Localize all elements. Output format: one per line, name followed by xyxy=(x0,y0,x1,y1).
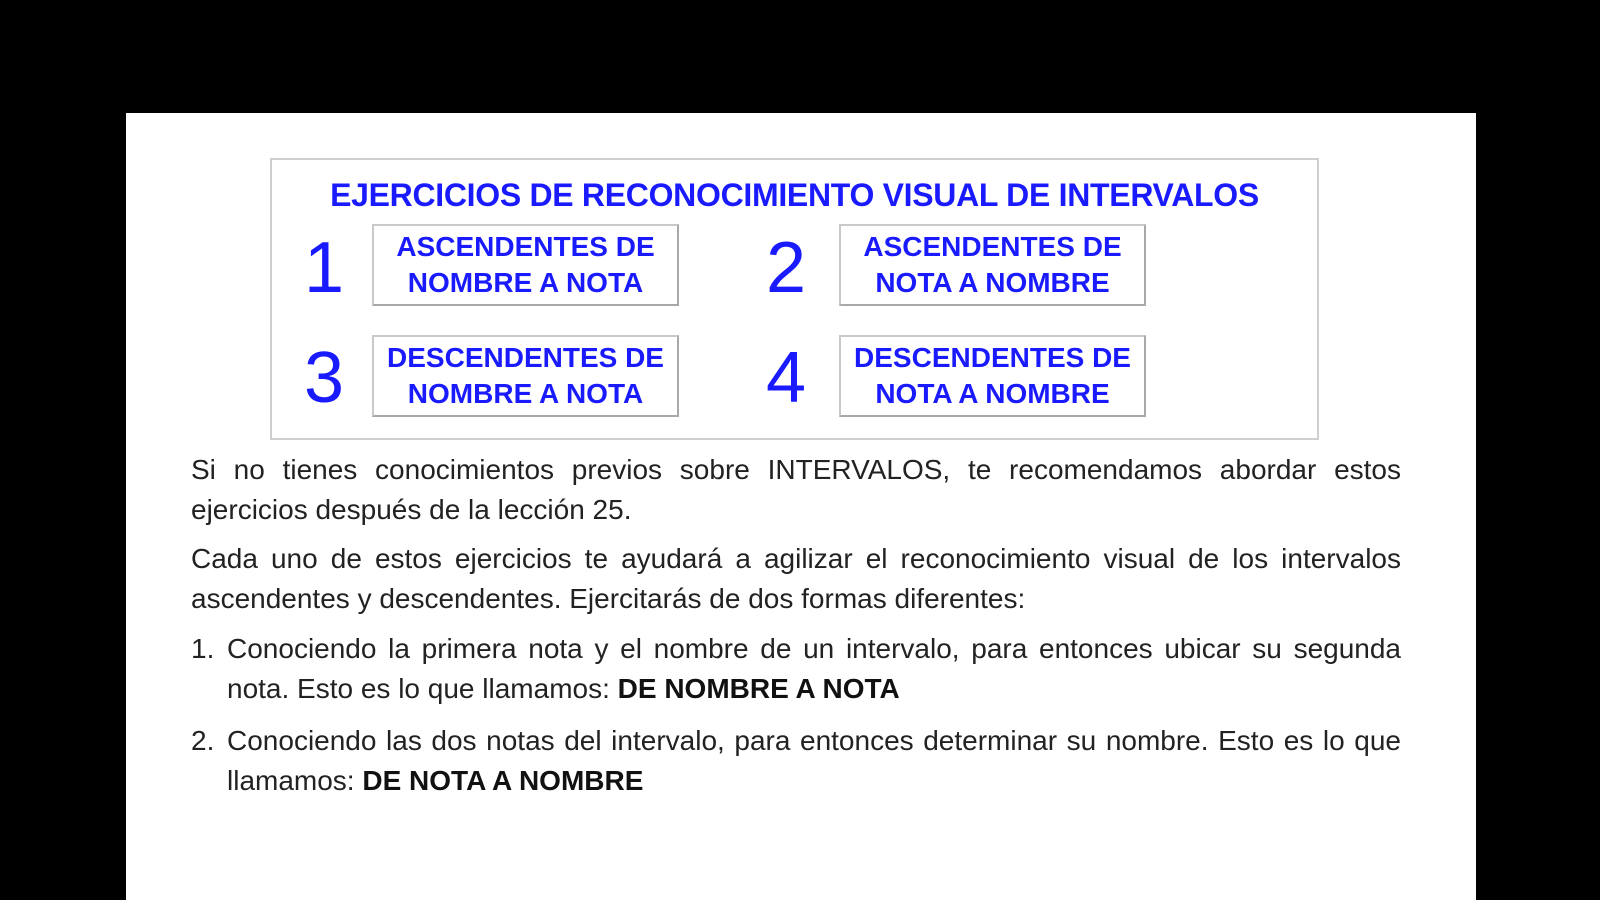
exercise-1-label-line1: ASCENDENTES DE xyxy=(396,231,655,262)
exercise-2-button[interactable] xyxy=(839,224,1146,306)
menu-title: EJERCICIOS DE RECONOCIMIENTO VISUAL DE INTERVALOS xyxy=(330,177,1259,213)
list-item-1-number: 1. xyxy=(191,633,215,664)
exercise-3-label-line2: NOMBRE A NOTA xyxy=(407,378,644,409)
list-item-1 xyxy=(191,629,1401,709)
exercise-number-4: 4 xyxy=(766,338,807,418)
exercise-number-1: 1 xyxy=(304,228,345,308)
list-item-2-bold: DE NOTA A NOMBRE xyxy=(362,765,644,796)
exercise-number-3: 3 xyxy=(304,338,345,418)
exercise-2-label-line1: ASCENDENTES DE xyxy=(863,231,1122,262)
exercise-1-button[interactable] xyxy=(372,224,679,306)
list-item-1-bold: DE NOMBRE A NOTA xyxy=(617,673,900,704)
intro-paragraph-1: Si no tienes conocimientos previos sobre INTERVALOS, te recomendamos abordar estos ejercicios después de la lección 25. xyxy=(191,454,1401,525)
list-item-2 xyxy=(191,721,1401,801)
content-page xyxy=(126,113,1476,900)
exercise-3-label-line1: DESCENDENTES DE xyxy=(387,342,664,373)
intro-paragraph-2: Cada uno de estos ejercicios te ayudará a agilizar el reconocimiento visual de los intervalos ascendentes y descendentes. Ejercitarás de dos formas diferentes: xyxy=(191,543,1401,614)
list-item-2-number: 2. xyxy=(191,725,215,756)
exercise-number-2: 2 xyxy=(766,228,807,308)
exercise-4-label-line2: NOTA A NOMBRE xyxy=(875,378,1110,409)
list-item-2-text: Conociendo las dos notas del intervalo, para entonces determinar su nombre. Esto es lo que llamamos: xyxy=(227,725,1401,796)
exercise-1-label-line2: NOMBRE A NOTA xyxy=(407,267,644,298)
exercise-3-button[interactable] xyxy=(372,335,679,417)
list-item-1-text: Conociendo la primera nota y el nombre de un intervalo, para entonces ubicar su segunda nota. Esto es lo que llamamos: xyxy=(227,633,1401,704)
exercise-4-button[interactable] xyxy=(839,335,1146,417)
exercise-4-label-line1: DESCENDENTES DE xyxy=(854,342,1131,373)
exercise-2-label-line2: NOTA A NOMBRE xyxy=(875,267,1110,298)
exercise-menu-panel xyxy=(270,158,1319,440)
